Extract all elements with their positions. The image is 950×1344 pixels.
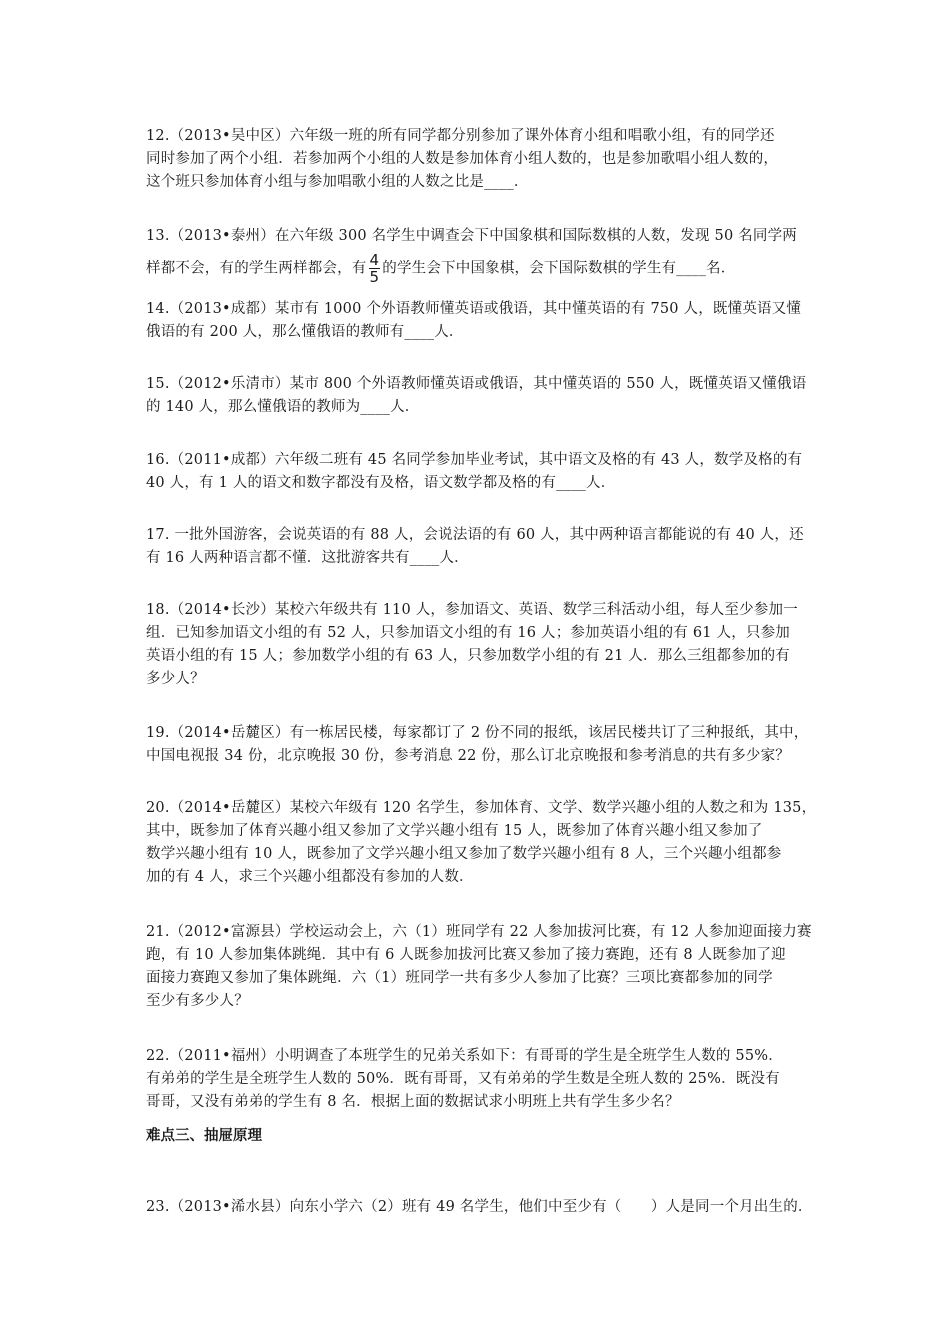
question-20: 20.（2014•岳麓区）某校六年级有 120 名学生，参加体育、文学、数学兴趣小组的人数之和为 135， 其中，既参加了体育兴趣小组又参加了文学兴趣小组有 15 人，既参加了体育兴趣小组又参加了 数学兴趣小组有 10 人，既参加了文学兴趣小组又参加了数学兴趣小组有 8 人，三个兴趣小组都参 加的有 4 人，求三个兴趣小组都没有参加的人数．	[146, 800, 817, 885]
question-13: 13.（2013•泰州）在六年级 300 名学生中调查会下中国象棋和国际数棋的人数，发现 50 名同学两 样都不会，有的学生两样都会，有 $\frac{4}{5}$ 的学生会下中国象棋，会下国际数棋的学生有____名．	[146, 228, 797, 286]
question-21: 21.（2012•富源县）学校运动会上，六（1）班同学有 22 人参加拔河比赛，有 12 人参加迎面接力赛 跑，有 10 人参加集体跳绳．其中有 6 人既参加拔河比赛又参加了接力赛跑，还有 8 人既参加了迎 面接力赛跑又参加了集体跳绳．六（1）班同学一共有多少人参加了比赛？三项比赛都参加的同学 至少有多少人？	[146, 924, 812, 1009]
section-title: 难点三、抽屉原理	[146, 1128, 262, 1144]
question-15: 15.（2012•乐清市）某市 800 个外语教师懂英语或俄语，其中懂英语的 550 人，既懂英语又懂俄语 的 140 人，那么懂俄语的教师为____人．	[146, 376, 807, 415]
question-12: 12.（2013•吴中区）六年级一班的所有同学都分别参加了课外体育小组和唱歌小组，有的同学还 同时参加了两个小组．若参加两个小组的人数是参加体育小组人数的，也是参加歌唱小组人数的， 这个班只参加体育小组与参加唱歌小组的人数之比是____．	[146, 128, 779, 190]
question-22: 22.（2011•福州）小明调查了本班学生的兄弟关系如下：有哥哥的学生是全班学生人数的 55%． 有弟弟的学生是全班学生人数的 50%．既有哥哥，又有弟弟的学生数是全班人数的 25%．既没有 哥哥，又没有弟弟的学生有 8 名．根据上面的数据试求小明班上共有学生多少名？	[146, 1048, 783, 1110]
question-17: 17. 一批外国游客，会说英语的有 88 人，会说法语的有 60 人，其中两种语言都能说的有 40 人，还 有 16 人两种语言都不懂．这批游客共有____人．	[146, 527, 804, 566]
question-18: 18.（2014•长沙）某校六年级共有 110 人，参加语文、英语、数学三科活动小组，每人至少参加一 组．已知参加语文小组的有 52 人，只参加语文小组的有 16 人；参加英语小组的有 61 人，只参加 英语小组的有 15 人；参加数学小组的有 63 人，只参加数学小组的有 21 人．那么三组都参加的有 多少人？	[146, 602, 798, 687]
question-23: 23.（2013•浠水县）向东小学六（2）班有 49 名学生，他们中至少有（ ）人是同一个月出生的．	[146, 1199, 813, 1215]
question-14: 14.（2013•成都）某市有 1000 个外语教师懂英语或俄语，其中懂英语的有 750 人，既懂英语又懂 俄语的有 200 人，那么懂俄语的教师有____人．	[146, 301, 802, 340]
question-16: 16.（2011•成都）六年级二班有 45 名同学参加毕业考试，其中语文及格的有 43 人，数学及格的有 40 人，有 1 人的语文和数字都没有及格，语文数学都及格的有____人．	[146, 452, 803, 491]
fraction-four-fifths: $\frac{4}{5}$	[369, 251, 380, 286]
question-19: 19.（2014•岳麓区）有一栋居民楼，每家都订了 2 份不同的报纸，该居民楼共订了三种报纸，其中， 中国电视报 34 份，北京晚报 30 份，参考消息 22 份，那么订北京晚报和参考消息的共有多少家？	[146, 725, 809, 764]
